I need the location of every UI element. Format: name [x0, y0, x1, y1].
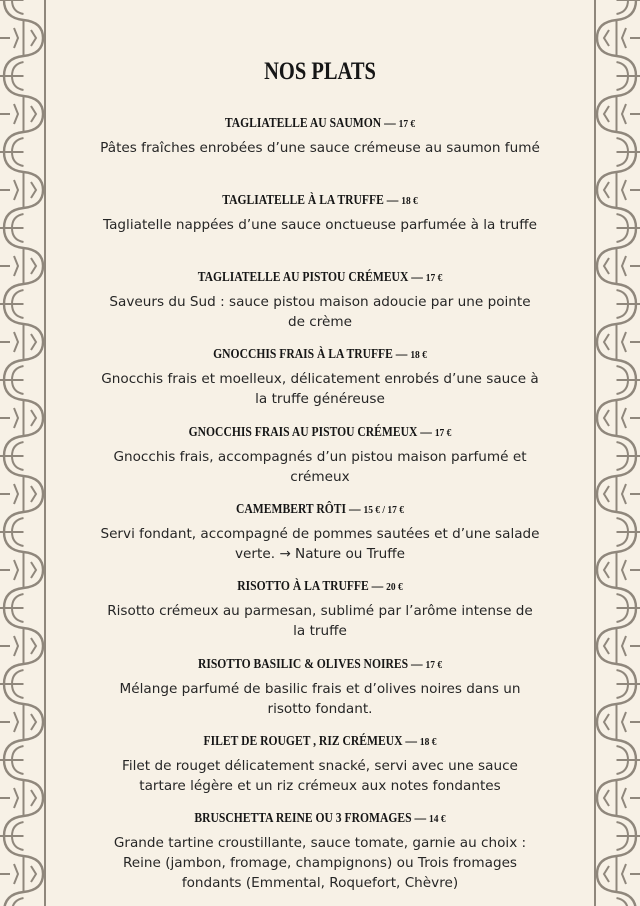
ornament-pattern-icon [593, 0, 640, 906]
dish-description: Grande tartine croustillante, sauce tomate, garnie au choix : Reine (jambon, fromage, champignons) ou Trois fromages fondants (Emmental, Roquefort, Chèvre) [113, 835, 527, 891]
menu-item [50, 732, 590, 796]
dish-price: 17 € [398, 118, 416, 130]
dish-name: CAMEMBERT RÔTI [236, 501, 347, 516]
menu-item [50, 191, 590, 235]
dish-price: 15 € / 17 € [363, 504, 404, 516]
dish-heading: TAGLIATELLE AU SAUMON — 17 € [224, 115, 416, 130]
dish-description: Gnocchis frais et moelleux, délicatement enrobés d’une sauce à la truffe généreuse [101, 371, 539, 407]
dish-heading: RISOTTO BASILIC & OLIVES NOIRES — 17 € [197, 656, 443, 671]
dish-price: 18 € [410, 349, 427, 361]
menu-item [50, 268, 590, 332]
dish-heading: BRUSCHETTA REINE OU 3 FROMAGES — 14 € [194, 810, 446, 825]
dish-description: Risotto crémeux au parmesan, sublimé par l’arôme intense de la truffe [107, 603, 533, 639]
right-ornamental-border [593, 0, 640, 906]
menu-item [50, 809, 590, 893]
dish-name: RISOTTO BASILIC & OLIVES NOIRES [197, 656, 409, 671]
menu-item [50, 114, 590, 158]
dish-price: 17 € [425, 272, 443, 284]
dish-name: TAGLIATELLE AU PISTOU CRÉMEUX [197, 269, 409, 284]
dish-description: Servi fondant, accompagné de pommes sautées et d’une salade verte. → Nature ou Truffe [100, 526, 540, 562]
dish-description: Mélange parfumé de basilic frais et d’olives noires dans un risotto fondant. [119, 681, 521, 717]
menu-item [50, 577, 590, 641]
ornament-pattern-icon [0, 0, 47, 906]
dish-heading: GNOCCHIS FRAIS AU PISTOU CRÉMEUX — 17 € [188, 424, 452, 439]
dish-description: Saveurs du Sud : sauce pistou maison adoucie par une pointe de crème [109, 294, 531, 330]
menu-page [50, 0, 590, 906]
dish-heading: TAGLIATELLE AU PISTOU CRÉMEUX — 17 € [197, 269, 443, 284]
dish-description: Filet de rouget délicatement snacké, servi avec une sauce tartare légère et un riz crémeux aux notes fondantes [122, 758, 518, 794]
dish-description: Tagliatelle nappées d’une sauce onctueuse parfumée à la truffe [103, 217, 537, 233]
dish-name: GNOCCHIS FRAIS AU PISTOU CRÉMEUX [188, 424, 418, 439]
dish-description: Gnocchis frais, accompagnés d’un pistou maison parfumé et crémeux [113, 449, 527, 485]
dish-heading: CAMEMBERT RÔTI — 15 € / 17 € [236, 501, 404, 516]
dish-price: 14 € [429, 813, 446, 825]
dish-name: TAGLIATELLE À LA TRUFFE [222, 192, 384, 207]
dish-name: RISOTTO À LA TRUFFE [237, 578, 369, 593]
menu-item [50, 500, 590, 564]
menu-item [50, 423, 590, 487]
menu-item [50, 655, 590, 719]
dish-price: 18 € [419, 736, 437, 748]
dish-name: TAGLIATELLE AU SAUMON [224, 115, 382, 130]
dish-name: FILET DE ROUGET , RIZ CRÉMEUX [203, 733, 403, 748]
left-ornamental-border [0, 0, 47, 906]
dish-heading: GNOCCHIS FRAIS À LA TRUFFE — 18 € [213, 346, 427, 361]
dish-heading: TAGLIATELLE À LA TRUFFE — 18 € [222, 192, 418, 207]
dish-heading: RISOTTO À LA TRUFFE — 20 € [237, 578, 403, 593]
dish-name: GNOCCHIS FRAIS À LA TRUFFE [213, 346, 393, 361]
dish-name: BRUSCHETTA REINE OU 3 FROMAGES [194, 810, 412, 825]
dish-price: 17 € [434, 427, 452, 439]
page-title: NOS PLATS [264, 58, 376, 85]
dish-heading: FILET DE ROUGET , RIZ CRÉMEUX — 18 € [203, 733, 437, 748]
dish-price: 17 € [425, 659, 443, 671]
dish-price: 18 € [401, 195, 418, 207]
dish-price: 20 € [386, 581, 403, 593]
dish-description: Pâtes fraîches enrobées d’une sauce crémeuse au saumon fumé [100, 140, 540, 156]
menu-item [50, 345, 590, 409]
